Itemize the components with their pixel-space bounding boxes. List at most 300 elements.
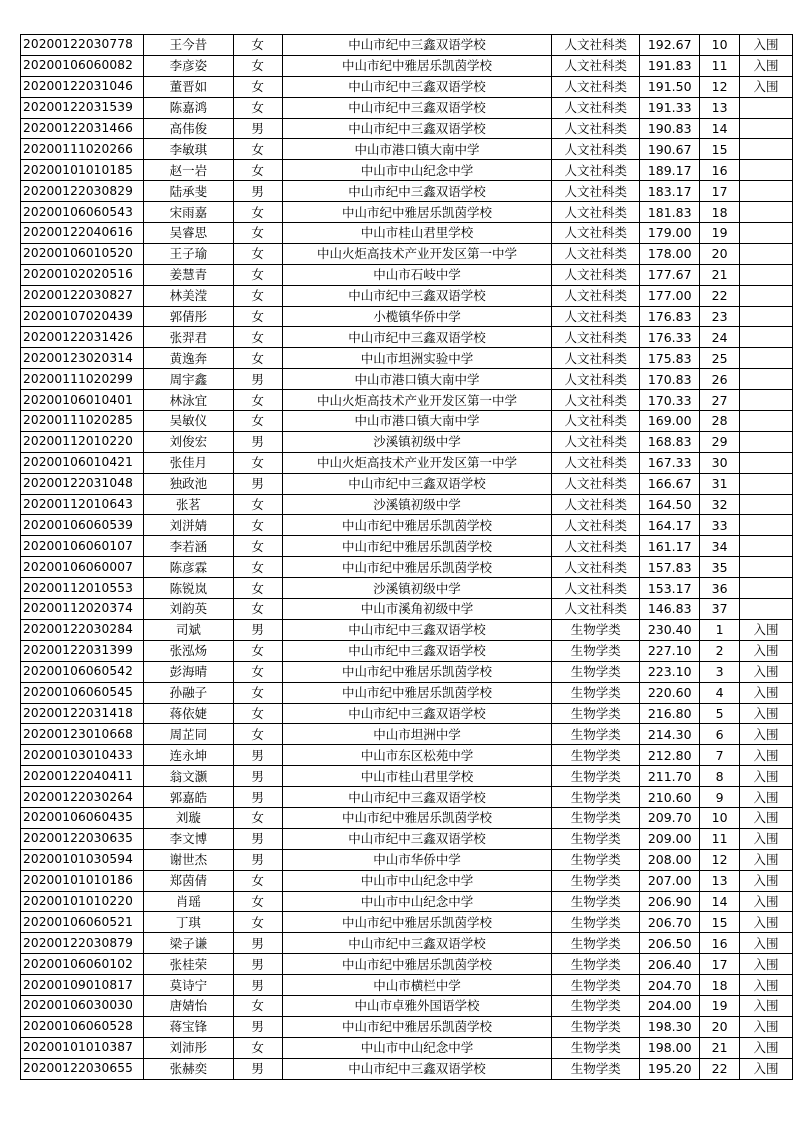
table-row	[21, 640, 793, 661]
table-row	[21, 1058, 793, 1079]
result-cell	[740, 160, 793, 181]
category-cell: 人文社科类	[552, 599, 640, 620]
table-row	[21, 348, 793, 369]
result-cell: 入围	[740, 1037, 793, 1058]
score-cell: 198.00	[640, 1037, 700, 1058]
result-cell	[740, 494, 793, 515]
gender-cell: 女	[233, 202, 282, 223]
category-cell: 人文社科类	[552, 223, 640, 244]
table-row	[21, 1037, 793, 1058]
school-cell: 中山市纪中雅居乐凯茵学校	[282, 515, 552, 536]
table-row	[21, 306, 793, 327]
rank-cell: 4	[700, 682, 740, 703]
rank-cell: 26	[700, 369, 740, 390]
candidate-id-cell: 20200106010401	[21, 390, 144, 411]
school-cell: 沙溪镇初级中学	[282, 578, 552, 599]
table-row	[21, 160, 793, 181]
student-name-cell: 高伟俊	[143, 118, 233, 139]
gender-cell: 男	[233, 619, 282, 640]
score-cell: 207.00	[640, 870, 700, 891]
table-row	[21, 975, 793, 996]
result-cell: 入围	[740, 828, 793, 849]
table-row	[21, 891, 793, 912]
result-cell: 入围	[740, 661, 793, 682]
score-cell: 230.40	[640, 619, 700, 640]
score-cell: 181.83	[640, 202, 700, 223]
school-cell: 中山火炬高技术产业开发区第一中学	[282, 390, 552, 411]
table-row	[21, 202, 793, 223]
candidate-id-cell: 20200122031539	[21, 97, 144, 118]
category-cell: 生物学类	[552, 1037, 640, 1058]
category-cell: 人文社科类	[552, 348, 640, 369]
student-name-cell: 周宇鑫	[143, 369, 233, 390]
category-cell: 生物学类	[552, 912, 640, 933]
gender-cell: 女	[233, 327, 282, 348]
category-cell: 人文社科类	[552, 411, 640, 432]
score-cell: 206.90	[640, 891, 700, 912]
score-cell: 178.00	[640, 243, 700, 264]
candidate-id-cell: 20200122031399	[21, 640, 144, 661]
result-cell	[740, 452, 793, 473]
category-cell: 生物学类	[552, 870, 640, 891]
rank-cell: 37	[700, 599, 740, 620]
gender-cell: 女	[233, 703, 282, 724]
candidate-id-cell: 20200101030594	[21, 849, 144, 870]
gender-cell: 男	[233, 975, 282, 996]
table-row	[21, 390, 793, 411]
category-cell: 人文社科类	[552, 243, 640, 264]
school-cell: 中山市横栏中学	[282, 975, 552, 996]
category-cell: 生物学类	[552, 661, 640, 682]
category-cell: 人文社科类	[552, 264, 640, 285]
gender-cell: 女	[233, 35, 282, 56]
category-cell: 生物学类	[552, 1058, 640, 1079]
school-cell: 中山市卓雅外国语学校	[282, 995, 552, 1016]
school-cell: 中山火炬高技术产业开发区第一中学	[282, 243, 552, 264]
school-cell: 小榄镇华侨中学	[282, 306, 552, 327]
rank-cell: 21	[700, 264, 740, 285]
result-cell: 入围	[740, 76, 793, 97]
candidate-id-cell: 20200106010520	[21, 243, 144, 264]
result-cell	[740, 264, 793, 285]
school-cell: 中山市纪中三鑫双语学校	[282, 76, 552, 97]
candidate-id-cell: 20200106060082	[21, 55, 144, 76]
category-cell: 人文社科类	[552, 285, 640, 306]
school-cell: 中山市纪中雅居乐凯茵学校	[282, 202, 552, 223]
candidate-id-cell: 20200122031426	[21, 327, 144, 348]
school-cell: 中山市港口镇大南中学	[282, 139, 552, 160]
student-name-cell: 陈锐岚	[143, 578, 233, 599]
category-cell: 生物学类	[552, 745, 640, 766]
gender-cell: 女	[233, 243, 282, 264]
table-row	[21, 933, 793, 954]
school-cell: 中山市纪中三鑫双语学校	[282, 933, 552, 954]
table-row	[21, 557, 793, 578]
candidate-id-cell: 20200101010220	[21, 891, 144, 912]
candidate-id-cell: 20200122031046	[21, 76, 144, 97]
table-row	[21, 118, 793, 139]
candidate-id-cell: 20200106060102	[21, 954, 144, 975]
table-row	[21, 515, 793, 536]
school-cell: 中山市纪中雅居乐凯茵学校	[282, 807, 552, 828]
school-cell: 中山市纪中三鑫双语学校	[282, 473, 552, 494]
gender-cell: 男	[233, 849, 282, 870]
result-cell: 入围	[740, 35, 793, 56]
table-row	[21, 682, 793, 703]
student-name-cell: 谢世杰	[143, 849, 233, 870]
student-name-cell: 莫诗宁	[143, 975, 233, 996]
rank-cell: 9	[700, 787, 740, 808]
school-cell: 中山市中山纪念中学	[282, 160, 552, 181]
candidate-id-cell: 20200107020439	[21, 306, 144, 327]
school-cell: 中山市中山纪念中学	[282, 870, 552, 891]
table-row	[21, 181, 793, 202]
rank-cell: 34	[700, 536, 740, 557]
candidate-id-cell: 20200101010387	[21, 1037, 144, 1058]
result-cell	[740, 599, 793, 620]
candidate-id-cell: 20200106060435	[21, 807, 144, 828]
candidate-id-cell: 20200122030655	[21, 1058, 144, 1079]
result-cell	[740, 348, 793, 369]
category-cell: 人文社科类	[552, 118, 640, 139]
rank-cell: 15	[700, 912, 740, 933]
rank-cell: 15	[700, 139, 740, 160]
score-cell: 177.00	[640, 285, 700, 306]
gender-cell: 男	[233, 431, 282, 452]
table-row	[21, 264, 793, 285]
result-cell: 入围	[740, 619, 793, 640]
category-cell: 人文社科类	[552, 202, 640, 223]
result-cell	[740, 181, 793, 202]
student-name-cell: 林泳宜	[143, 390, 233, 411]
gender-cell: 女	[233, 724, 282, 745]
result-cell	[740, 369, 793, 390]
candidate-id-cell: 20200106060528	[21, 1016, 144, 1037]
candidate-id-cell: 20200102020516	[21, 264, 144, 285]
category-cell: 生物学类	[552, 975, 640, 996]
score-cell: 176.83	[640, 306, 700, 327]
candidate-id-cell: 20200122030264	[21, 787, 144, 808]
candidate-id-cell: 20200106010421	[21, 452, 144, 473]
table-row	[21, 55, 793, 76]
school-cell: 中山市纪中三鑫双语学校	[282, 327, 552, 348]
category-cell: 生物学类	[552, 766, 640, 787]
result-cell: 入围	[740, 807, 793, 828]
candidate-id-cell: 20200112010643	[21, 494, 144, 515]
rank-cell: 22	[700, 1058, 740, 1079]
student-name-cell: 陈嘉鸿	[143, 97, 233, 118]
rank-cell: 10	[700, 35, 740, 56]
category-cell: 人文社科类	[552, 139, 640, 160]
candidate-id-cell: 20200122030778	[21, 35, 144, 56]
candidate-id-cell: 20200106060539	[21, 515, 144, 536]
category-cell: 人文社科类	[552, 55, 640, 76]
score-cell: 146.83	[640, 599, 700, 620]
gender-cell: 女	[233, 306, 282, 327]
student-name-cell: 周芷同	[143, 724, 233, 745]
table-row	[21, 97, 793, 118]
score-cell: 216.80	[640, 703, 700, 724]
school-cell: 中山市纪中雅居乐凯茵学校	[282, 536, 552, 557]
category-cell: 生物学类	[552, 807, 640, 828]
result-cell: 入围	[740, 682, 793, 703]
student-name-cell: 蒋宝锋	[143, 1016, 233, 1037]
result-cell: 入围	[740, 954, 793, 975]
gender-cell: 女	[233, 515, 282, 536]
student-name-cell: 翁文灏	[143, 766, 233, 787]
rank-cell: 18	[700, 202, 740, 223]
rank-cell: 7	[700, 745, 740, 766]
result-cell: 入围	[740, 1016, 793, 1037]
results-table-body	[21, 35, 793, 1080]
candidate-id-cell: 20200106030030	[21, 995, 144, 1016]
student-name-cell: 张赫奕	[143, 1058, 233, 1079]
candidate-id-cell: 20200122030829	[21, 181, 144, 202]
gender-cell: 男	[233, 118, 282, 139]
student-name-cell: 梁子谦	[143, 933, 233, 954]
result-cell: 入围	[740, 766, 793, 787]
table-row	[21, 327, 793, 348]
result-cell: 入围	[740, 724, 793, 745]
student-name-cell: 唐婧怡	[143, 995, 233, 1016]
gender-cell: 女	[233, 411, 282, 432]
gender-cell: 男	[233, 745, 282, 766]
student-name-cell: 张泓炀	[143, 640, 233, 661]
candidate-id-cell: 20200122030827	[21, 285, 144, 306]
score-cell: 227.10	[640, 640, 700, 661]
result-cell: 入围	[740, 975, 793, 996]
candidate-id-cell: 20200122031048	[21, 473, 144, 494]
school-cell: 中山市纪中三鑫双语学校	[282, 181, 552, 202]
score-cell: 164.50	[640, 494, 700, 515]
category-cell: 生物学类	[552, 995, 640, 1016]
candidate-id-cell: 20200123010668	[21, 724, 144, 745]
candidate-id-cell: 20200122030284	[21, 619, 144, 640]
gender-cell: 女	[233, 390, 282, 411]
rank-cell: 6	[700, 724, 740, 745]
category-cell: 生物学类	[552, 954, 640, 975]
gender-cell: 女	[233, 223, 282, 244]
rank-cell: 8	[700, 766, 740, 787]
rank-cell: 17	[700, 181, 740, 202]
rank-cell: 29	[700, 431, 740, 452]
score-cell: 153.17	[640, 578, 700, 599]
category-cell: 人文社科类	[552, 515, 640, 536]
school-cell: 沙溪镇初级中学	[282, 494, 552, 515]
gender-cell: 女	[233, 452, 282, 473]
category-cell: 生物学类	[552, 682, 640, 703]
result-cell	[740, 223, 793, 244]
student-name-cell: 宋雨嘉	[143, 202, 233, 223]
score-cell: 170.83	[640, 369, 700, 390]
score-cell: 157.83	[640, 557, 700, 578]
school-cell: 中山市坦洲中学	[282, 724, 552, 745]
table-row	[21, 369, 793, 390]
student-name-cell: 林美滢	[143, 285, 233, 306]
result-cell	[740, 118, 793, 139]
result-cell: 入围	[740, 912, 793, 933]
rank-cell: 10	[700, 807, 740, 828]
school-cell: 中山市纪中雅居乐凯茵学校	[282, 954, 552, 975]
score-cell: 212.80	[640, 745, 700, 766]
school-cell: 中山火炬高技术产业开发区第一中学	[282, 452, 552, 473]
score-cell: 161.17	[640, 536, 700, 557]
gender-cell: 女	[233, 285, 282, 306]
rank-cell: 17	[700, 954, 740, 975]
candidate-id-cell: 20200122031466	[21, 118, 144, 139]
student-name-cell: 张羿君	[143, 327, 233, 348]
student-name-cell: 吴睿思	[143, 223, 233, 244]
rank-cell: 19	[700, 995, 740, 1016]
table-row	[21, 849, 793, 870]
school-cell: 沙溪镇初级中学	[282, 431, 552, 452]
result-cell: 入围	[740, 849, 793, 870]
result-cell	[740, 411, 793, 432]
candidate-id-cell: 20200106060545	[21, 682, 144, 703]
school-cell: 中山市纪中三鑫双语学校	[282, 703, 552, 724]
student-name-cell: 姜慧青	[143, 264, 233, 285]
category-cell: 人文社科类	[552, 369, 640, 390]
score-cell: 208.00	[640, 849, 700, 870]
result-cell: 入围	[740, 1058, 793, 1079]
score-cell: 166.67	[640, 473, 700, 494]
gender-cell: 男	[233, 181, 282, 202]
category-cell: 生物学类	[552, 849, 640, 870]
gender-cell: 男	[233, 1058, 282, 1079]
gender-cell: 女	[233, 55, 282, 76]
student-name-cell: 黄逸奔	[143, 348, 233, 369]
category-cell: 生物学类	[552, 828, 640, 849]
score-cell: 220.60	[640, 682, 700, 703]
score-cell: 223.10	[640, 661, 700, 682]
student-name-cell: 刘沛彤	[143, 1037, 233, 1058]
score-cell: 177.67	[640, 264, 700, 285]
student-name-cell: 刘洴婧	[143, 515, 233, 536]
table-row	[21, 619, 793, 640]
school-cell: 中山市港口镇大南中学	[282, 411, 552, 432]
candidate-id-cell: 20200122040411	[21, 766, 144, 787]
student-name-cell: 郑茵倩	[143, 870, 233, 891]
score-cell: 167.33	[640, 452, 700, 473]
student-name-cell: 张桂荣	[143, 954, 233, 975]
result-cell	[740, 327, 793, 348]
score-cell: 210.60	[640, 787, 700, 808]
candidate-id-cell: 20200111020299	[21, 369, 144, 390]
category-cell: 生物学类	[552, 640, 640, 661]
school-cell: 中山市纪中三鑫双语学校	[282, 285, 552, 306]
student-name-cell: 刘俊宏	[143, 431, 233, 452]
table-row	[21, 912, 793, 933]
gender-cell: 男	[233, 766, 282, 787]
score-cell: 170.33	[640, 390, 700, 411]
table-row	[21, 452, 793, 473]
student-name-cell: 张佳月	[143, 452, 233, 473]
school-cell: 中山市中山纪念中学	[282, 1037, 552, 1058]
rank-cell: 19	[700, 223, 740, 244]
results-table	[20, 34, 793, 1080]
rank-cell: 36	[700, 578, 740, 599]
gender-cell: 男	[233, 933, 282, 954]
student-name-cell: 丁琪	[143, 912, 233, 933]
school-cell: 中山市纪中三鑫双语学校	[282, 828, 552, 849]
student-name-cell: 连永坤	[143, 745, 233, 766]
table-row	[21, 285, 793, 306]
score-cell: 191.50	[640, 76, 700, 97]
table-row	[21, 473, 793, 494]
table-row	[21, 411, 793, 432]
result-cell	[740, 536, 793, 557]
result-cell	[740, 578, 793, 599]
student-name-cell: 独政池	[143, 473, 233, 494]
school-cell: 中山市纪中三鑫双语学校	[282, 35, 552, 56]
candidate-id-cell: 20200106060542	[21, 661, 144, 682]
student-name-cell: 李文博	[143, 828, 233, 849]
result-cell: 入围	[740, 891, 793, 912]
rank-cell: 12	[700, 76, 740, 97]
category-cell: 生物学类	[552, 703, 640, 724]
result-cell	[740, 202, 793, 223]
school-cell: 中山市纪中雅居乐凯茵学校	[282, 912, 552, 933]
category-cell: 人文社科类	[552, 473, 640, 494]
student-name-cell: 彭海晴	[143, 661, 233, 682]
gender-cell: 女	[233, 1037, 282, 1058]
table-row	[21, 1016, 793, 1037]
gender-cell: 女	[233, 995, 282, 1016]
gender-cell: 女	[233, 264, 282, 285]
table-row	[21, 76, 793, 97]
rank-cell: 23	[700, 306, 740, 327]
table-row	[21, 954, 793, 975]
result-cell	[740, 473, 793, 494]
school-cell: 中山市纪中雅居乐凯茵学校	[282, 55, 552, 76]
rank-cell: 18	[700, 975, 740, 996]
school-cell: 中山市纪中雅居乐凯茵学校	[282, 557, 552, 578]
candidate-id-cell: 20200112010553	[21, 578, 144, 599]
category-cell: 人文社科类	[552, 306, 640, 327]
gender-cell: 女	[233, 348, 282, 369]
gender-cell: 女	[233, 160, 282, 181]
table-row	[21, 578, 793, 599]
score-cell: 206.70	[640, 912, 700, 933]
score-cell: 176.33	[640, 327, 700, 348]
gender-cell: 男	[233, 828, 282, 849]
student-name-cell: 司斌	[143, 619, 233, 640]
rank-cell: 20	[700, 243, 740, 264]
school-cell: 中山市纪中雅居乐凯茵学校	[282, 682, 552, 703]
rank-cell: 33	[700, 515, 740, 536]
gender-cell: 女	[233, 891, 282, 912]
student-name-cell: 赵一岩	[143, 160, 233, 181]
student-name-cell: 李彦姿	[143, 55, 233, 76]
rank-cell: 22	[700, 285, 740, 306]
rank-cell: 31	[700, 473, 740, 494]
score-cell: 169.00	[640, 411, 700, 432]
student-name-cell: 王子瑜	[143, 243, 233, 264]
gender-cell: 男	[233, 473, 282, 494]
school-cell: 中山市纪中雅居乐凯茵学校	[282, 661, 552, 682]
category-cell: 人文社科类	[552, 494, 640, 515]
school-cell: 中山市坦洲实验中学	[282, 348, 552, 369]
rank-cell: 16	[700, 160, 740, 181]
rank-cell: 14	[700, 118, 740, 139]
candidate-id-cell: 20200122040616	[21, 223, 144, 244]
score-cell: 198.30	[640, 1016, 700, 1037]
school-cell: 中山市纪中三鑫双语学校	[282, 118, 552, 139]
score-cell: 206.40	[640, 954, 700, 975]
gender-cell: 男	[233, 954, 282, 975]
rank-cell: 14	[700, 891, 740, 912]
score-cell: 204.70	[640, 975, 700, 996]
